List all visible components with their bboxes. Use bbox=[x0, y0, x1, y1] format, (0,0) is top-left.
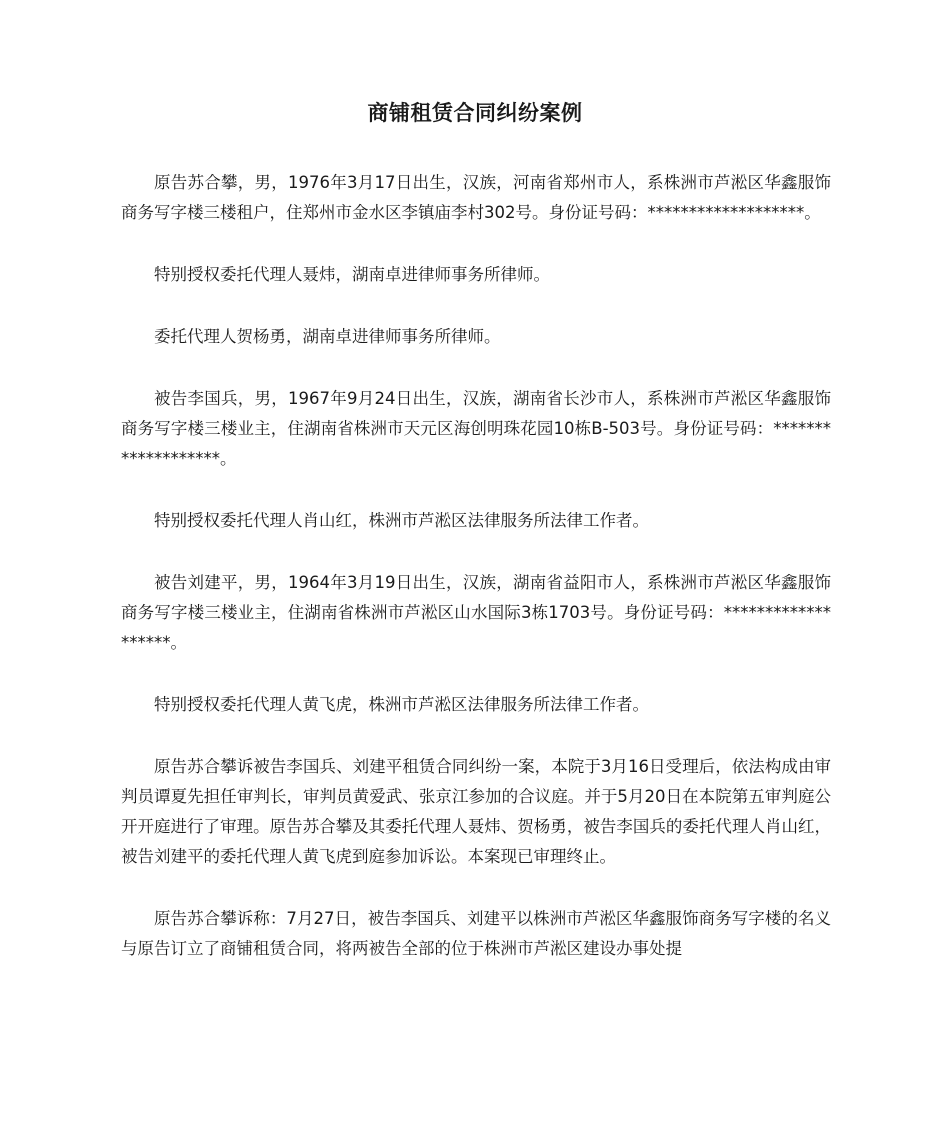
paragraph-defendant-2-agent: 特别授权委托代理人黄飞虎，株洲市芦淞区法律服务所法律工作者。 bbox=[154, 695, 649, 714]
paragraph-defendant-2: 被告刘建平，男，1964年3月19日出生，汉族，湖南省益阳市人，系株洲市芦淞区华鑫服饰商务写字楼三楼业主，住湖南省株洲市芦淞区山水国际3栋1703号。身份证号码：*******************。 bbox=[121, 573, 831, 652]
paragraph-plaintiff-claim: 原告苏合攀诉称：7月27日，被告李国兵、刘建平以株洲市芦淞区华鑫服饰商务写字楼的名义与原告订立了商铺租赁合同，将两被告全部的位于株洲市芦淞区建设办事处提 bbox=[121, 909, 831, 958]
paragraph-defendant-1: 被告李国兵，男，1967年9月24日出生，汉族，湖南省长沙市人，系株洲市芦淞区华鑫服饰商务写字楼三楼业主，住湖南省株洲市天元区海创明珠花园10栋B-503号。身份证号码：*******************。 bbox=[121, 389, 831, 468]
paragraph-case-summary: 原告苏合攀诉被告李国兵、刘建平租赁合同纠纷一案，本院于3月16日受理后，依法构成由审判员谭夏先担任审判长，审判员黄爱武、张京江参加的合议庭。并于5月20日在本院第五审判庭公开开庭进行了审理。原告苏合攀及其委托代理人聂炜、贺杨勇，被告李国兵的委托代理人肖山红，被告刘建平的委托代理人黄飞虎到庭参加诉讼。本案现已审理终止。 bbox=[121, 757, 831, 866]
paragraph-plaintiff-agent-1: 特别授权委托代理人聂炜，湖南卓进律师事务所律师。 bbox=[154, 265, 550, 284]
paragraph-defendant-1-agent: 特别授权委托代理人肖山红，株洲市芦淞区法律服务所法律工作者。 bbox=[154, 511, 649, 530]
paragraph-plaintiff-agent-2: 委托代理人贺杨勇，湖南卓进律师事务所律师。 bbox=[154, 327, 501, 346]
document-title: 商铺租赁合同纠纷案例 bbox=[367, 101, 583, 125]
paragraph-plaintiff: 原告苏合攀，男，1976年3月17日出生，汉族，河南省郑州市人，系株洲市芦淞区华鑫服饰商务写字楼三楼租户，住郑州市金水区李镇庙李村302号。身份证号码：*******************。 bbox=[121, 173, 831, 222]
document-body bbox=[121, 168, 831, 996]
